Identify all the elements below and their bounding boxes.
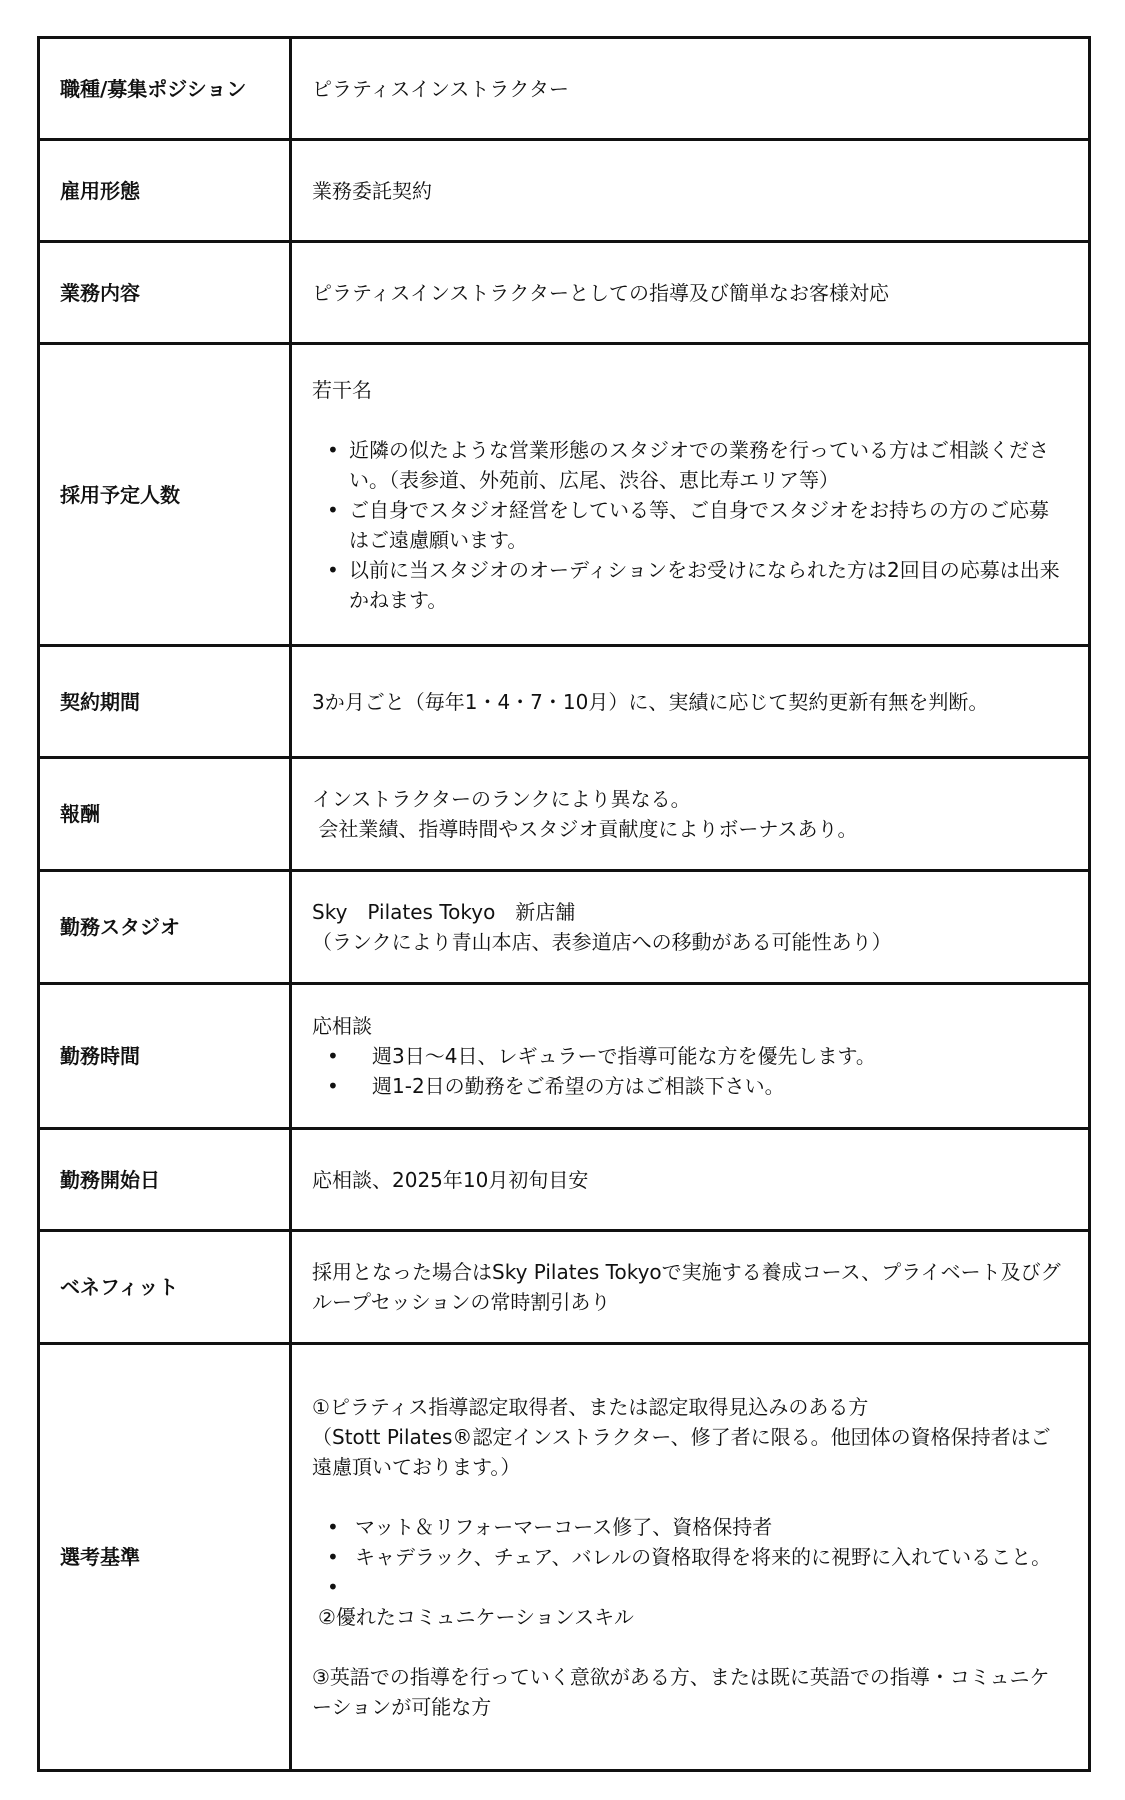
criterion-3: ③英語での指導を行っていく意欲がある方、または既に英語での指導・コミュニケーションが可能な方 xyxy=(312,1665,1050,1719)
table-row xyxy=(39,1231,1090,1344)
row-value: ピラティスインストラクター xyxy=(291,38,1090,140)
list-item: • 週3日〜4日、レギュラーで指導可能な方を優先します。 xyxy=(349,1041,1068,1071)
row-value xyxy=(291,758,1090,871)
table-row xyxy=(39,758,1090,871)
criterion-2: ②優れたコミュニケーションスキル xyxy=(318,1605,634,1629)
list-item: • マット＆リフォーマーコース修了、資格保持者 xyxy=(349,1512,1068,1542)
table-row xyxy=(39,1344,1090,1771)
table-row xyxy=(39,140,1090,242)
bullet-list xyxy=(312,1512,1068,1602)
list-item: • 週1-2日の勤務をご希望の方はご相談下さい。 xyxy=(349,1071,1068,1101)
studio-note: （ランクにより青山本店、表参道店への移動がある可能性あり） xyxy=(312,930,892,954)
row-label: ベネフィット xyxy=(39,1231,291,1344)
table-row xyxy=(39,1129,1090,1231)
compensation-line: インストラクターのランクにより異なる。 xyxy=(312,787,691,811)
hiring-count: 若干名 xyxy=(312,377,372,402)
row-label: 雇用形態 xyxy=(39,140,291,242)
list-item xyxy=(349,1572,1068,1602)
row-label: 勤務開始日 xyxy=(39,1129,291,1231)
table-row xyxy=(39,242,1090,344)
list-item: • ご自身でスタジオ経営をしている等、ご自身でスタジオをお持ちの方のご応募はご遠慮願います。 xyxy=(349,495,1068,555)
studio-name: Sky Pilates Tokyo 新店舗 xyxy=(312,900,576,924)
hours-intro: 応相談 xyxy=(312,1014,372,1038)
table-row xyxy=(39,344,1090,646)
row-value: 採用となった場合はSky Pilates Tokyoで実施する養成コース、プライベート及びグループセッションの常時割引あり xyxy=(291,1231,1090,1344)
row-label: 報酬 xyxy=(39,758,291,871)
row-label: 採用予定人数 xyxy=(39,344,291,646)
row-label: 職種/募集ポジション xyxy=(39,38,291,140)
table-row xyxy=(39,871,1090,984)
row-label: 選考基準 xyxy=(39,1344,291,1771)
row-value xyxy=(291,984,1090,1129)
row-label: 業務内容 xyxy=(39,242,291,344)
spacer xyxy=(312,1632,1068,1662)
row-value xyxy=(291,871,1090,984)
bonus-line: 会社業績、指導時間やスタジオ貢献度によりボーナスあり。 xyxy=(312,817,858,841)
row-value: 業務委託契約 xyxy=(291,140,1090,242)
row-label: 勤務スタジオ xyxy=(39,871,291,984)
table-row xyxy=(39,984,1090,1129)
spacer xyxy=(312,1482,1068,1512)
spacer xyxy=(312,405,1068,435)
criterion-1-note: （Stott Pilates®認定インストラクター、修了者に限る。他団体の資格保持者はご遠慮頂いております。） xyxy=(312,1425,1051,1479)
table-row xyxy=(39,38,1090,140)
list-item: • キャデラック、チェア、バレルの資格取得を将来的に視野に入れていること。 xyxy=(349,1542,1068,1572)
row-label: 契約期間 xyxy=(39,646,291,758)
row-value xyxy=(291,1344,1090,1771)
row-value: 応相談、2025年10月初旬目安 xyxy=(291,1129,1090,1231)
row-value xyxy=(291,344,1090,646)
bullet-list xyxy=(312,1041,1068,1101)
table-row xyxy=(39,646,1090,758)
job-details-table xyxy=(37,36,1091,1772)
row-value: 3か月ごと（毎年1・4・7・10月）に、実績に応じて契約更新有無を判断。 xyxy=(291,646,1090,758)
list-item: • 近隣の似たような営業形態のスタジオでの業務を行っている方はご相談ください。（表参道、外苑前、広尾、渋谷、恵比寿エリア等） xyxy=(349,435,1068,495)
bullet-list xyxy=(312,435,1068,615)
criterion-1: ①ピラティス指導認定取得者、または認定取得見込みのある方 xyxy=(312,1395,869,1419)
row-value: ピラティスインストラクターとしての指導及び簡単なお客様対応 xyxy=(291,242,1090,344)
list-item: • 以前に当スタジオのオーディションをお受けになられた方は2回目の応募は出来かねます。 xyxy=(349,555,1068,615)
row-label: 勤務時間 xyxy=(39,984,291,1129)
